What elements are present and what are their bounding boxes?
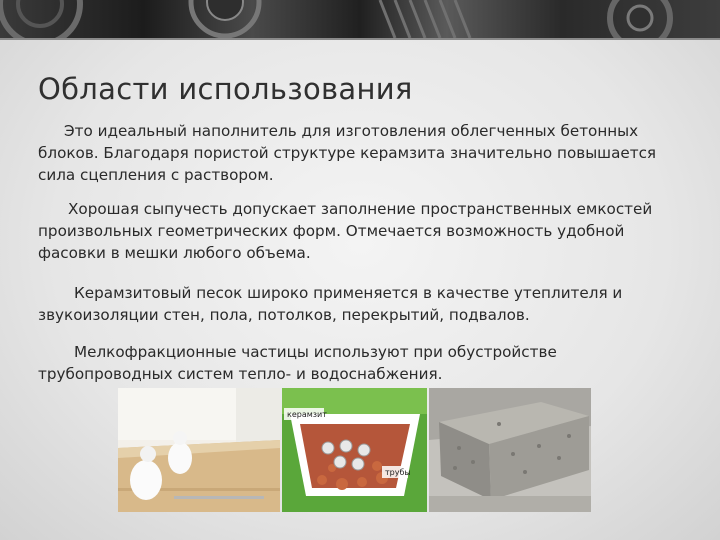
floor-insulation-photo	[118, 388, 280, 512]
paragraph-pipe-systems: Мелкофракционные частицы используют при обустройстве трубопроводных систем тепло- и водоснабжения.	[38, 343, 557, 383]
slide-title: Области использования	[38, 72, 413, 106]
banner-divider	[0, 38, 720, 40]
pipes-label: трубы	[385, 468, 411, 477]
filler-label: керамзит	[287, 410, 327, 419]
paragraph-lightweight-blocks: Это идеальный наполнитель для изготовления облегченных бетонных блоков. Благодаря пористой структуре керамзита значительно повышается сила сцепления с раствором.	[38, 122, 657, 184]
clay-blocks-photo	[429, 388, 591, 512]
pipes-in-clay-photo	[282, 388, 427, 512]
paragraph-flowability: Хорошая сыпучесть допускает заполнение пространственных емкостей произвольных геометрических форм. Отмечается возможность удобной фасовки в мешки любого объема.	[38, 200, 653, 262]
paragraph-insulation: Керамзитовый песок широко применяется в качестве утеплителя и звукоизоляции стен, пола, потолков, перекрытий, подвалов.	[38, 284, 623, 324]
header-banner-image	[0, 0, 720, 38]
